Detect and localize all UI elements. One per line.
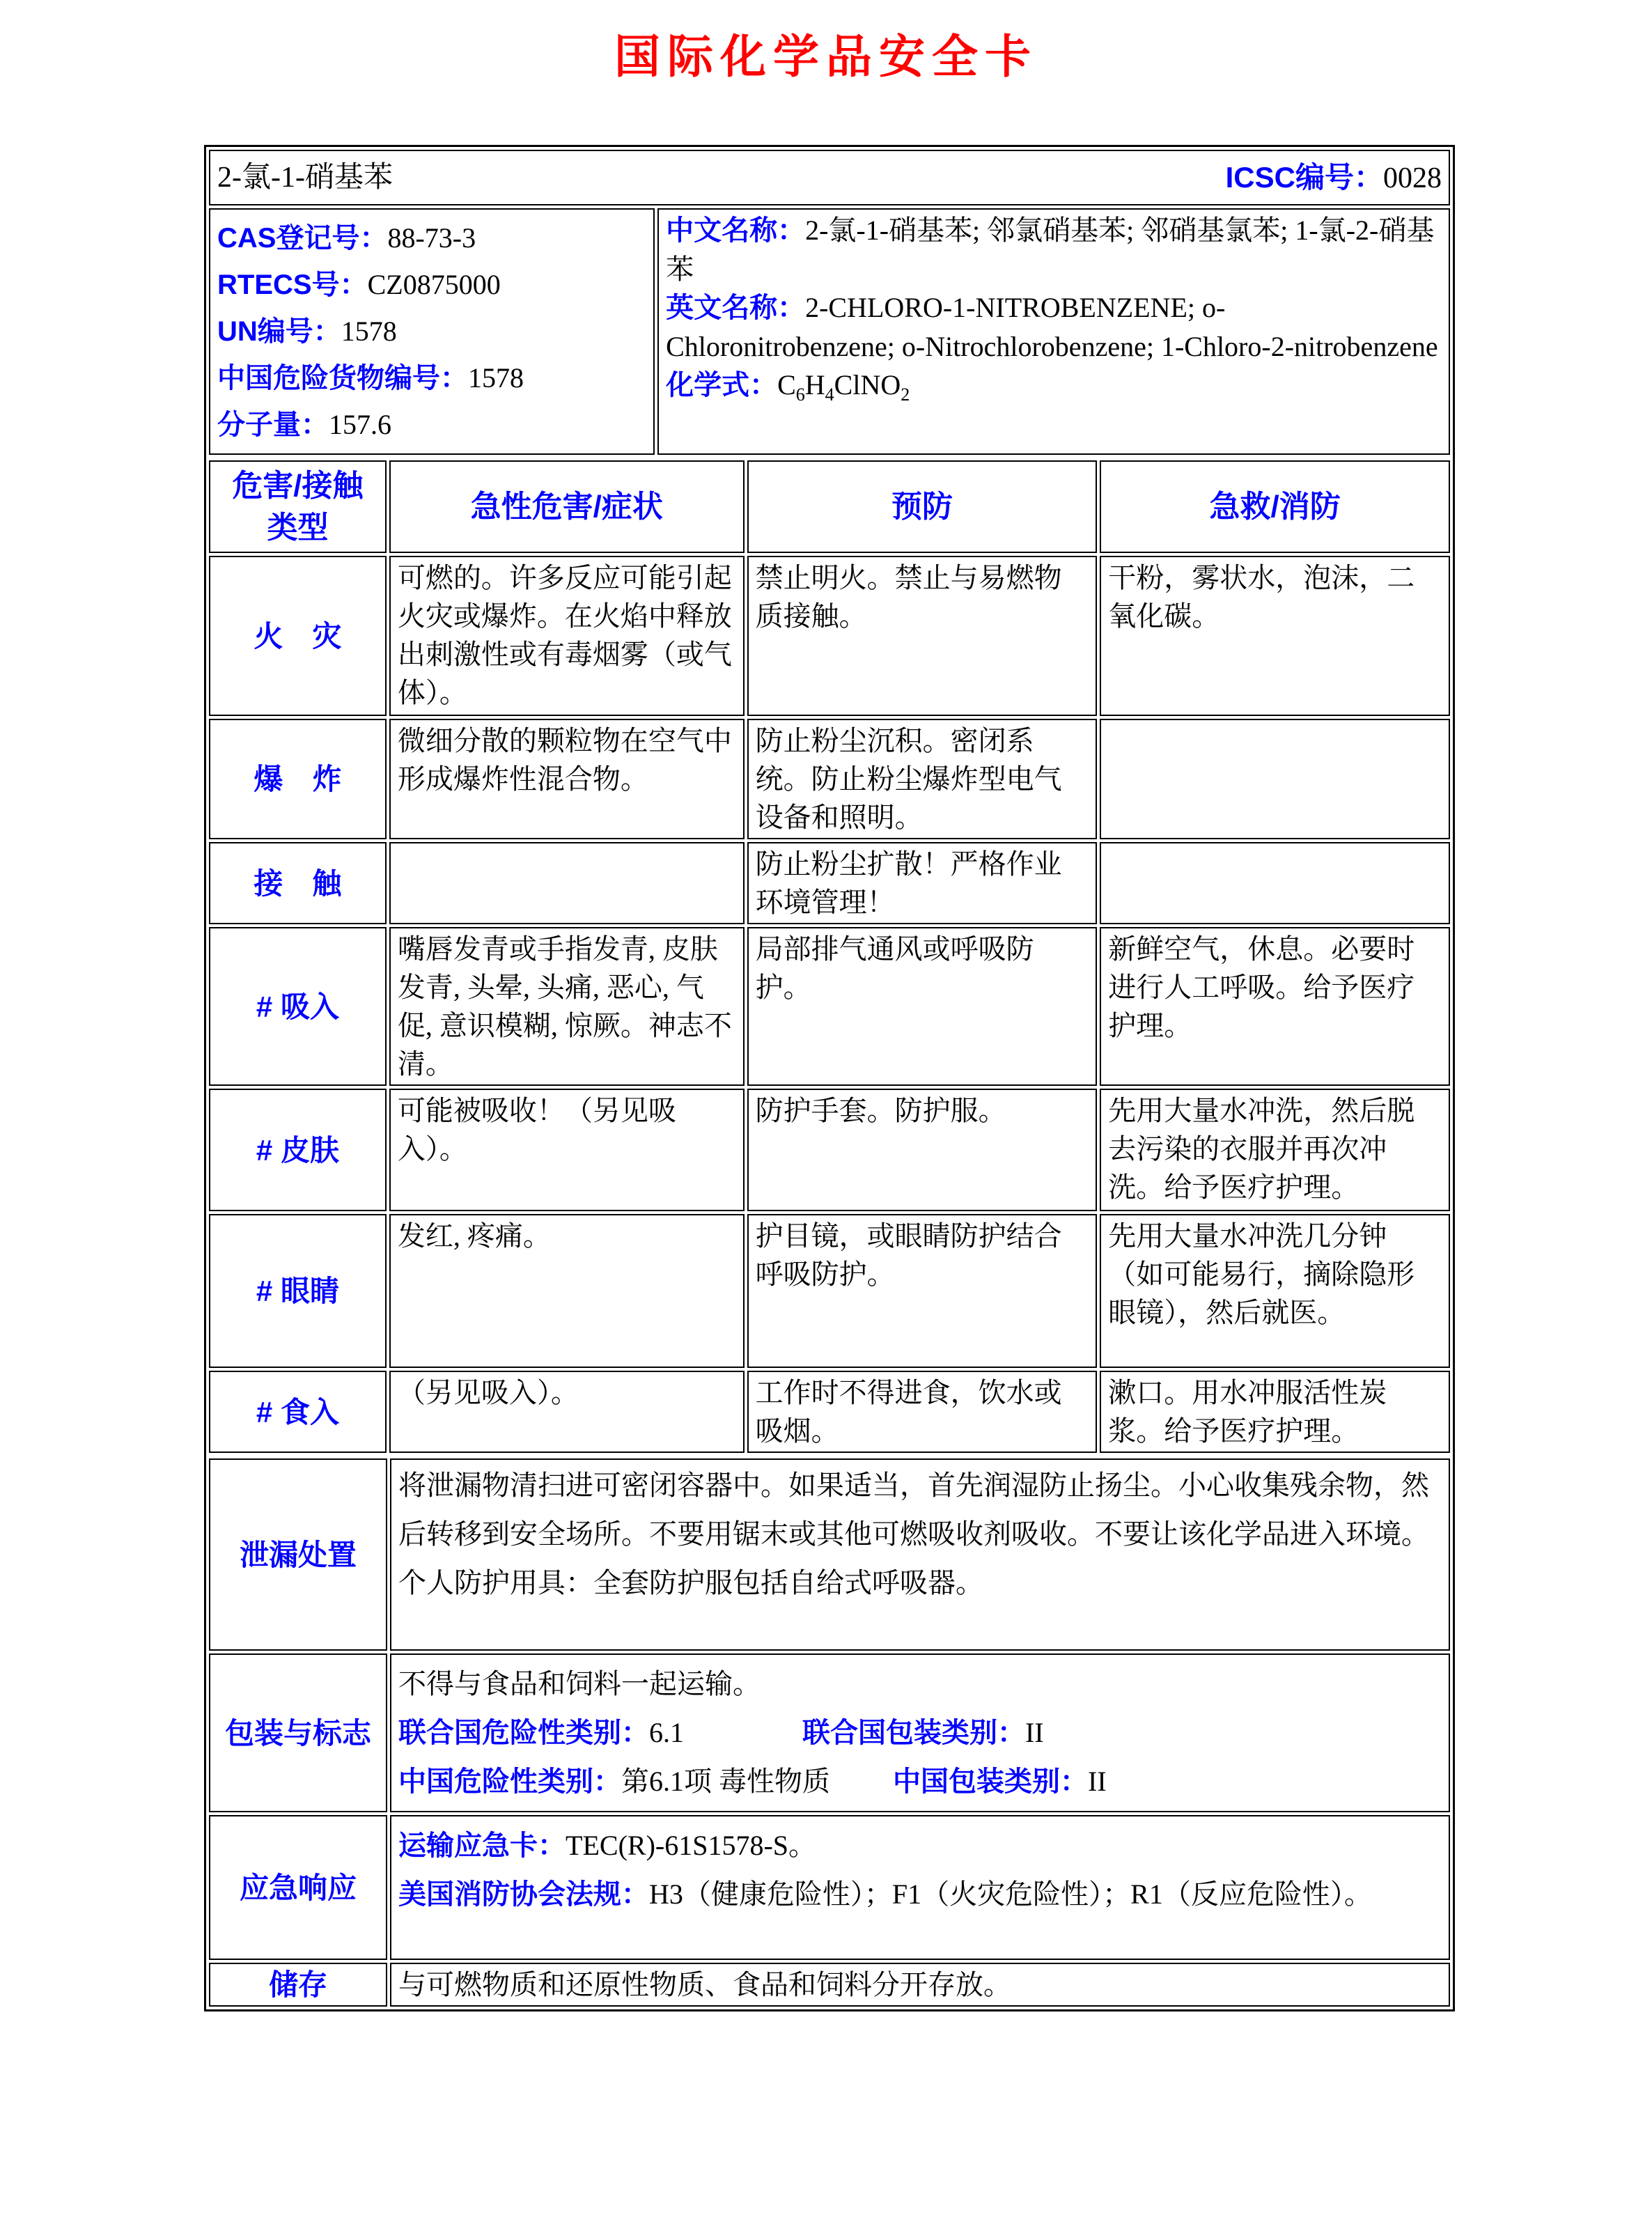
identifier-value: 1578	[468, 362, 524, 394]
symptoms-cell: 微细分散的颗粒物在空气中形成爆炸性混合物。	[389, 719, 745, 839]
hazard-header-prevention: 预防	[747, 460, 1098, 553]
chemical-formula: $C_6H_4ClNO_2$	[777, 369, 910, 405]
prevention-cell: 禁止明火。禁止与易燃物质接触。	[747, 556, 1098, 716]
identifier-line	[217, 312, 646, 351]
packaging-un-line	[398, 1712, 1442, 1754]
firstaid-cell	[1100, 719, 1450, 839]
sections-table	[206, 1456, 1453, 2009]
packaging-label: 包装与标志	[209, 1653, 387, 1812]
firstaid-cell: 新鲜空气，休息。必要时进行人工呼吸。给予医疗护理。	[1100, 927, 1450, 1086]
hazard-row-ingestion	[209, 1371, 1450, 1453]
storage-label: 储存	[209, 1963, 387, 2007]
packaging-transport-note: 不得与食品和饲料一起运输。	[398, 1668, 761, 1699]
un-pack-group-label: 联合国包装类别：	[802, 1718, 1026, 1748]
cn-hazard-class-label: 中国危险性类别：	[398, 1766, 622, 1797]
hazard-label: 爆 炸	[209, 719, 387, 839]
emergency-cell	[390, 1815, 1450, 1960]
english-name-value: 2-CHLORO-1-NITROBENZENE; o-Chloronitrobenzene; o-Nitrochlorobenzene; 1-Chloro-2-nitrobenzene	[666, 292, 1438, 362]
symptoms-cell: 可燃的。许多反应可能引起火灾或爆炸。在火焰中释放出刺激性或有毒烟雾（或气体）。	[389, 556, 745, 716]
symptoms-cell: （另见吸入）。	[389, 1371, 745, 1453]
symptoms-cell: 嘴唇发青或手指发青, 皮肤发青, 头晕, 头痛, 恶心, 气促, 意识模糊, 惊厥。神志不清。	[389, 927, 745, 1086]
chinese-name-value: 2-氯-1-硝基苯; 邻氯硝基苯; 邻硝基氯苯; 1-氯-2-硝基苯	[666, 215, 1435, 285]
spillage-row	[209, 1458, 1450, 1651]
formula-label: 化学式：	[666, 370, 778, 400]
english-name-label: 英文名称：	[666, 293, 806, 323]
identity-row	[209, 208, 1450, 455]
hazard-header-type: 危害/接触 类型	[209, 460, 387, 553]
symptoms-cell: 发红, 疼痛。	[389, 1214, 745, 1368]
firstaid-cell: 干粉，雾状水，泡沫，二氧化碳。	[1100, 556, 1450, 716]
identifiers-cell	[209, 208, 655, 455]
symptoms-cell: 可能被吸收！（另见吸入）。	[389, 1089, 745, 1211]
spillage-text: 将泄漏物清扫进可密闭容器中。如果适当，首先润湿防止扬尘。小心收集残余物，然后转移到安全场所。不要用锯末或其他可燃吸收剂吸收。不要让该化学品进入环境。个人防护用具：全套防护服包括自给式呼吸器。	[390, 1458, 1450, 1651]
identifier-label: 分子量：	[217, 410, 329, 440]
names-cell	[657, 208, 1450, 455]
prevention-cell: 防止粉尘沉积。密闭系统。防止粉尘爆炸型电气设备和照明。	[747, 719, 1098, 839]
hazard-label: # 眼睛	[209, 1214, 387, 1368]
chinese-name-line	[666, 211, 1442, 288]
identifier-label: CAS登记号：	[217, 223, 388, 254]
chemical-name: 2-氯-1-硝基苯	[217, 161, 393, 194]
hazard-row-skin	[209, 1089, 1450, 1211]
identifier-value: 157.6	[329, 409, 391, 440]
firstaid-cell: 先用大量水冲洗，然后脱去污染的衣服并再次冲洗。给予医疗护理。	[1100, 1089, 1450, 1211]
hazard-header-firstaid: 急救/消防	[1100, 460, 1450, 553]
packaging-cell	[390, 1653, 1450, 1812]
icsc-number: 0028	[1383, 162, 1442, 194]
identifier-line	[217, 219, 646, 258]
prevention-cell: 局部排气通风或呼吸防护。	[747, 927, 1098, 1086]
hazard-row-fire	[209, 556, 1450, 716]
prevention-cell: 防止粉尘扩散！严格作业环境管理！	[747, 842, 1098, 924]
un-hazard-class-label: 联合国危险性类别：	[398, 1718, 650, 1748]
prevention-cell: 护目镜，或眼睛防护结合呼吸防护。	[747, 1214, 1098, 1368]
hazard-row-inhalation	[209, 927, 1450, 1086]
hazard-header-row	[209, 460, 1450, 553]
identity-table	[206, 147, 1453, 458]
chinese-name-label: 中文名称：	[666, 215, 806, 246]
prevention-cell: 工作时不得进食，饮水或吸烟。	[747, 1371, 1098, 1453]
identifier-value: 1578	[341, 316, 397, 347]
firstaid-cell: 先用大量水冲洗几分钟（如可能易行，摘除隐形眼镜），然后就医。	[1100, 1214, 1450, 1368]
nfpa-code-value: H3（健康危险性）；F1（火灾危险性）；R1（反应危险性）。	[649, 1878, 1372, 1910]
icsc-label: ICSC编号：	[1225, 160, 1383, 194]
un-pack-group-value: II	[1025, 1717, 1044, 1748]
identifier-label: 中国危险货物编号：	[217, 363, 468, 394]
hazard-label: # 皮肤	[209, 1089, 387, 1211]
identifier-label: UN编号：	[217, 316, 341, 347]
hazard-header-symptoms: 急性危害/症状	[389, 460, 745, 553]
symptoms-cell	[389, 842, 745, 924]
page-title: 国际化学品安全卡	[614, 31, 1038, 82]
emergency-nfpa-line	[398, 1874, 1442, 1915]
hazard-label: # 吸入	[209, 927, 387, 1086]
spillage-label: 泄漏处置	[209, 1458, 387, 1651]
prevention-cell: 防护手套。防护服。	[747, 1089, 1098, 1211]
emergency-row	[209, 1815, 1450, 1960]
english-name-line	[666, 288, 1442, 366]
storage-text: 与可燃物质和还原性物质、食品和饲料分开存放。	[390, 1963, 1450, 2007]
hazard-label: 接 触	[209, 842, 387, 924]
cn-hazard-class-value: 第6.1项 毒性物质	[621, 1766, 831, 1797]
firstaid-cell: 漱口。用水冲服活性炭浆。给予医疗护理。	[1100, 1371, 1450, 1453]
packaging-row	[209, 1653, 1450, 1812]
emergency-label: 应急响应	[209, 1815, 387, 1960]
cn-pack-group-label: 中国包装类别：	[893, 1766, 1089, 1797]
identifier-line	[217, 405, 646, 444]
safety-card	[204, 145, 1455, 2011]
firstaid-cell	[1100, 842, 1450, 924]
hazard-label: 火 灾	[209, 556, 387, 716]
hazard-row-eyes	[209, 1214, 1450, 1368]
identifier-line	[217, 265, 646, 304]
tec-card-label: 运输应急卡：	[398, 1830, 566, 1861]
card-header-row	[209, 150, 1450, 205]
identifier-value: 88-73-3	[387, 222, 476, 254]
hazard-row-exposure	[209, 842, 1450, 924]
hazard-row-explosion	[209, 719, 1450, 839]
formula-line	[666, 366, 1442, 414]
hazard-table	[206, 458, 1453, 1456]
identifier-label: RTECS号：	[217, 270, 368, 300]
identifier-value: CZ0875000	[367, 269, 501, 300]
hazard-label: # 食入	[209, 1371, 387, 1453]
tec-card-value: TEC(R)-61S1578-S。	[566, 1830, 817, 1861]
emergency-tec-line	[398, 1825, 1442, 1867]
storage-row	[209, 1963, 1450, 2007]
un-hazard-class-value: 6.1	[649, 1717, 685, 1748]
nfpa-code-label: 美国消防协会法规：	[398, 1879, 650, 1910]
identifier-line	[217, 359, 646, 398]
cn-pack-group-value: II	[1088, 1766, 1107, 1797]
packaging-cn-line	[398, 1761, 1442, 1803]
